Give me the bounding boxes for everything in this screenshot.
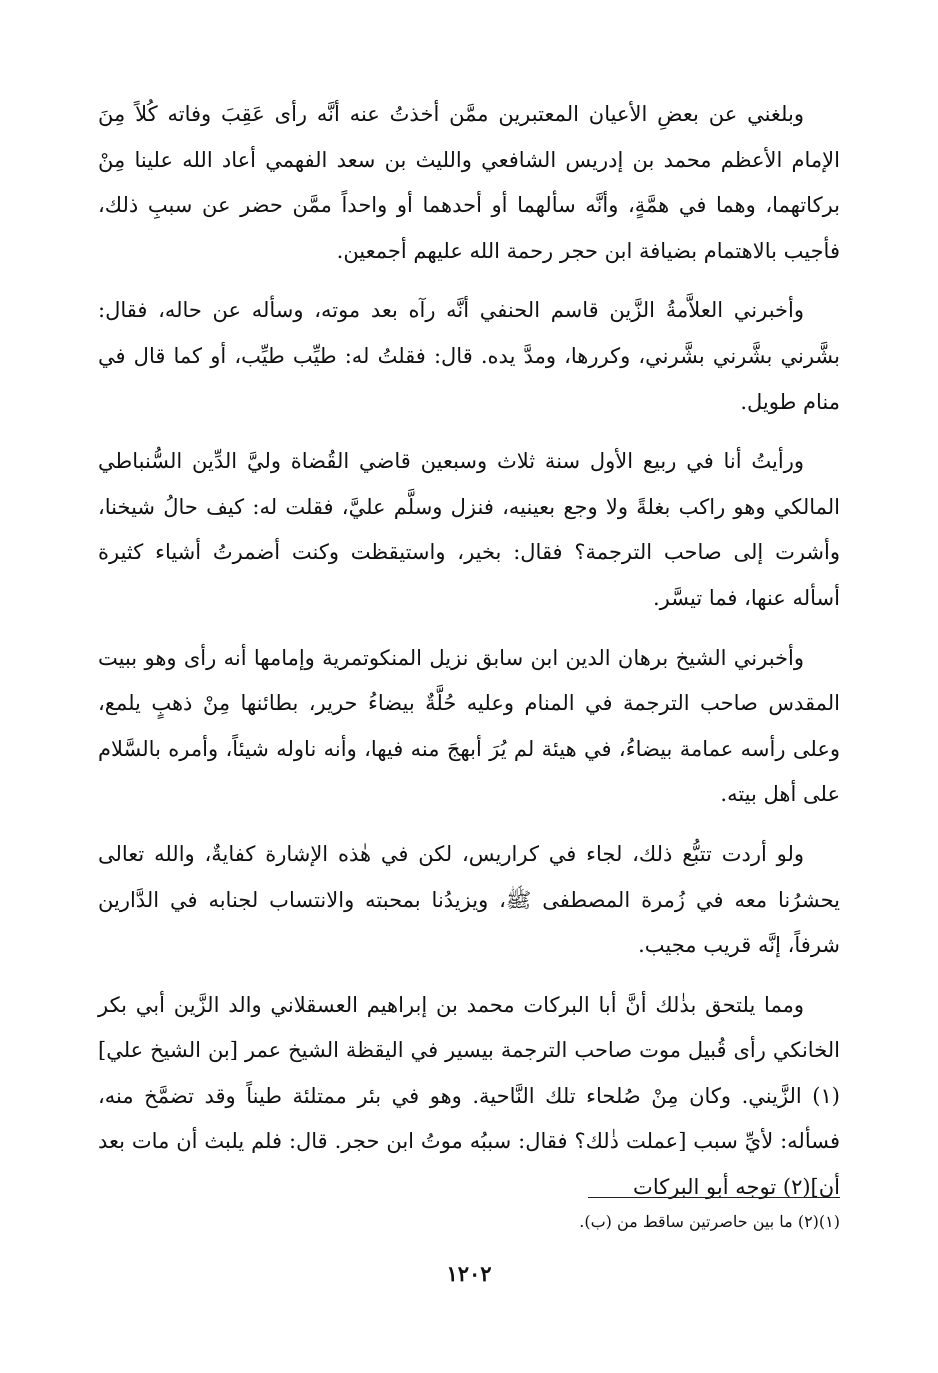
footnote-separator (588, 1197, 840, 1198)
page-number: ١٢٠٢ (446, 1261, 492, 1286)
footnote: (١)(٢) ما بين حاصرتين ساقط من (ب). (579, 1212, 840, 1231)
paragraph-2: وأخبرني العلاَّمةُ الزَّين قاسم الحنفي أنَّه رآه بعد موته، وسأله عن حاله، فقال: بشَّرني بشَّرني بشَّرني، وكررها، ومدَّ يده. قال: فقلتُ له: طيِّب طيِّب، أو كما قال في منام طويل. (98, 298, 840, 414)
paragraph-3: ورأيتُ أنا في ربيع الأول سنة ثلاث وسبعين قاضي القُضاة وليَّ الدِّين السُّنباطي المالكي وهو راكب بغلةً ولا وجع بعينيه، فنزل وسلَّم عليَّ، فقلت له: كيف حالُ شيخنا، وأشرت إلى صاحب الترجمة؟ فقال: بخير، واستيقظت وكنت أضمرتُ أشياء كثيرة أسأله عنها، فما تيسَّر. (98, 449, 841, 610)
paragraph-4: وأخبرني الشيخ برهان الدين ابن سابق نزيل المنكوتمرية وإمامها أنه رأى وهو ببيت المقدس صاحب الترجمة في المنام وعليه حُلَّةٌ بيضاءُ حرير، بطائنها مِنْ ذهبٍ يلمع، وعلى رأسه عمامة بيضاءُ، في هيئة لم يُرَ أبهجَ منه فيها، وأنه ناوله شيئاً، وأمره بالسَّلام على أهل بيته. (98, 645, 840, 807)
paragraph-6: ومما يلتحق بذٰلك أنَّ أبا البركات محمد بن إبراهيم العسقلاني والد الزَّين أبي بكر الخانكي رأى قُبيل موت صاحب الترجمة بيسير في اليقظة الشيخ عمر [بن الشيخ علي](١) الزَّيني. وكان مِنْ صُلحاء تلك النَّاحية. وهو في بئر ممتلئة طيناً وقد تضمَّخ منه، فسأله: لأيِّ سبب [عملت ذٰلك؟ فقال: سببُه موتُ ابن حجر. قال: فلم يلبث أن مات بعد أن](٢) توجه أبو البركات (98, 992, 840, 1200)
paragraph-5: ولو أردت تتبُّع ذلك، لجاء في كراريس، لكن في هٰذه الإشارة كفايةٌ، والله تعالى يحشرُنا معه في زُمرة المصطفى ﷺ، ويزيدُنا بمحبته والانتساب لجنابه في الدَّارين شرفاً، إنَّه قريب مجيب. (98, 841, 840, 958)
main-text (98, 92, 840, 1225)
paragraph-1: وبلغني عن بعضِ الأعيان المعتبرين ممَّن أخذتُ عنه أنَّه رأى عَقِبَ وفاته كُلاً مِنَ الإمام الأعظم محمد بن إدريس الشافعي والليث بن سعد الفهمي أعاد الله علينا مِنْ بركاتهما، وهما في همَّةٍ، وأنَّه سألهما أو أحدهما أو واحداً ممَّن حضر عن سببِ ذلك، فأجيب بالاهتمام بضيافة ابن حجر رحمة الله عليهم أجمعين. (98, 102, 840, 263)
